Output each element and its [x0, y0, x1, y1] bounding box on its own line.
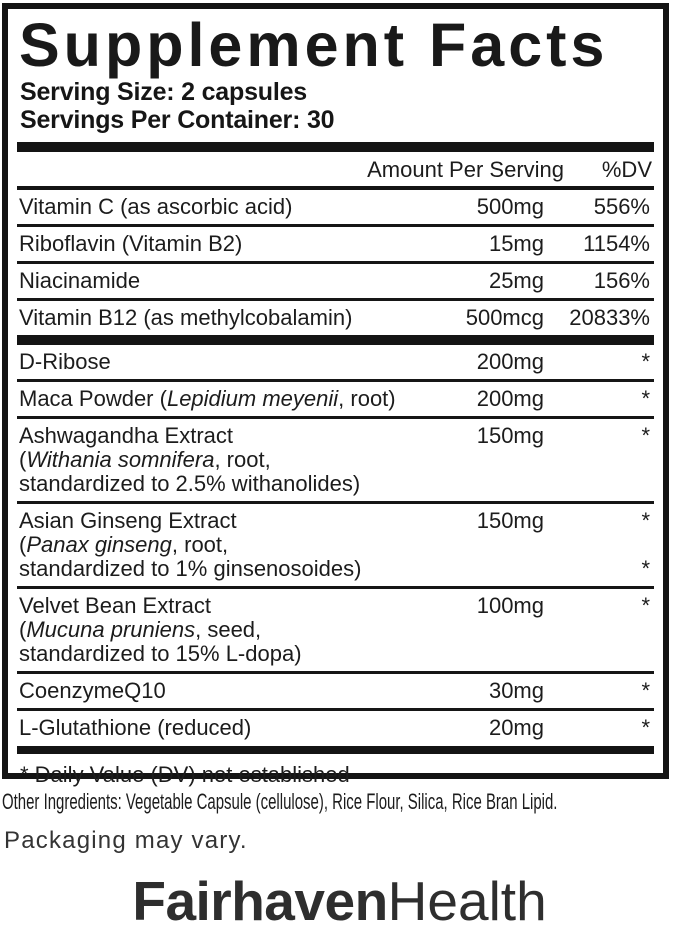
ingredient-text: standardized to 2.5% withanolides)	[19, 470, 361, 496]
ingredient-name	[19, 424, 426, 448]
ingredient-dv: *	[641, 592, 650, 618]
ingredient-text: Maca Powder (	[19, 385, 167, 411]
ingredient-name	[19, 269, 426, 293]
brand-logo	[0, 872, 679, 930]
ingredient-text: Ashwagandha Extract	[19, 422, 234, 448]
table-row	[17, 345, 654, 379]
supplement-facts-panel	[2, 3, 669, 787]
ingredient-amount: 150mg	[476, 422, 544, 448]
ingredient-text: Velvet Bean Extract	[19, 592, 211, 618]
ingredient-dv: 20833%	[569, 304, 650, 330]
vitamins-section	[17, 190, 654, 335]
ingredient-name	[19, 642, 426, 666]
ingredient-name	[19, 533, 426, 557]
ingredient-dv: *	[641, 348, 650, 374]
ingredient-amount: 500mg	[476, 193, 544, 219]
divider-bar-top	[17, 142, 654, 152]
ingredient-name	[19, 594, 426, 618]
ingredient-dv: 556%	[593, 193, 650, 219]
ingredient-text: Riboflavin (Vitamin B2)	[19, 230, 243, 256]
ingredient-dv: *	[641, 555, 650, 581]
ingredient-text: , seed,	[195, 616, 262, 642]
ingredient-text: Niacinamide	[19, 267, 141, 293]
panel-title: Supplement Facts	[19, 11, 609, 79]
dv-footnote: * Daily Value (DV) not established	[20, 761, 350, 787]
ingredient-name	[19, 509, 426, 533]
ingredient-text: , root,	[214, 446, 271, 472]
table-row	[17, 298, 654, 335]
botanical-name: Lepidium meyenii	[166, 385, 339, 411]
ingredient-text: , root)	[338, 385, 396, 411]
ingredient-text: Vitamin B12 (as methylcobalamin)	[19, 304, 353, 330]
ingredient-amount: 20mg	[488, 714, 544, 740]
ingredient-amount: 500mcg	[465, 304, 544, 330]
botanical-name: Withania somnifera	[26, 446, 215, 472]
ingredient-dv: 1154%	[583, 230, 650, 256]
ingredient-name	[19, 472, 426, 496]
ingredient-amount: 25mg	[488, 267, 544, 293]
table-row	[17, 501, 654, 586]
logo-fairhaven-text: Fairhaven	[132, 870, 388, 932]
ingredient-text: CoenzymeQ10	[19, 677, 166, 703]
ingredient-name	[19, 618, 426, 642]
table-row	[17, 190, 654, 224]
ingredient-text: (	[19, 616, 27, 642]
ingredient-name	[19, 306, 426, 330]
ingredient-name	[19, 679, 426, 703]
ingredient-dv: *	[641, 677, 650, 703]
ingredient-name	[19, 350, 426, 374]
table-row	[17, 586, 654, 671]
ingredient-dv: *	[641, 714, 650, 740]
servings-per-container: Servings Per Container: 30	[20, 105, 335, 134]
table-row	[17, 224, 654, 261]
botanicals-section	[17, 345, 654, 745]
table-row	[17, 379, 654, 416]
ingredient-dv: 156%	[593, 267, 650, 293]
table-row	[17, 708, 654, 745]
botanical-name: Panax ginseng	[26, 531, 172, 557]
ingredient-name	[19, 232, 426, 256]
ingredient-amount: 100mg	[476, 592, 544, 618]
other-ingredients-text: Other Ingredients: Vegetable Capsule (cellulose), Rice Flour, Silica, Rice Bran Lipid.	[2, 789, 558, 814]
ingredient-text: L-Glutathione (reduced)	[19, 714, 252, 740]
ingredient-name	[19, 387, 426, 411]
table-header-row	[17, 152, 654, 186]
ingredient-name	[19, 195, 426, 219]
table-row	[17, 416, 654, 501]
ingredient-amount: 150mg	[476, 507, 544, 533]
ingredient-text: Asian Ginseng Extract	[19, 507, 237, 533]
table-row	[17, 671, 654, 708]
logo-health-text: Health	[387, 870, 547, 932]
botanical-name: Mucuna pruniens	[26, 616, 196, 642]
ingredient-text: , root,	[171, 531, 229, 557]
table-row	[17, 261, 654, 298]
ingredient-amount: 30mg	[488, 677, 544, 703]
column-header-amount: Amount Per Serving	[367, 156, 564, 182]
serving-size: Serving Size: 2 capsules	[20, 77, 307, 106]
ingredient-amount: 200mg	[476, 348, 544, 374]
ingredient-text: D-Ribose	[19, 348, 111, 374]
ingredient-name	[19, 557, 426, 581]
ingredient-text: standardized to 1% ginsenosoides)	[19, 555, 362, 581]
ingredient-amount: 15mg	[488, 230, 544, 256]
column-header-dv: %DV	[601, 156, 652, 182]
divider-bar-bottom	[17, 746, 654, 754]
ingredient-text: Vitamin C (as ascorbic acid)	[19, 193, 293, 219]
packaging-note: Packaging may vary.	[4, 827, 248, 854]
ingredient-dv: *	[641, 507, 650, 533]
ingredient-name	[19, 716, 426, 740]
divider-bar-mid	[17, 335, 654, 345]
ingredient-name	[19, 448, 426, 472]
ingredient-amount: 200mg	[476, 385, 544, 411]
ingredient-dv: *	[641, 385, 650, 411]
ingredient-dv: *	[641, 422, 650, 448]
ingredient-text: (	[19, 531, 27, 557]
ingredient-text: standardized to 15% L-dopa)	[19, 640, 302, 666]
ingredient-text: (	[19, 446, 27, 472]
